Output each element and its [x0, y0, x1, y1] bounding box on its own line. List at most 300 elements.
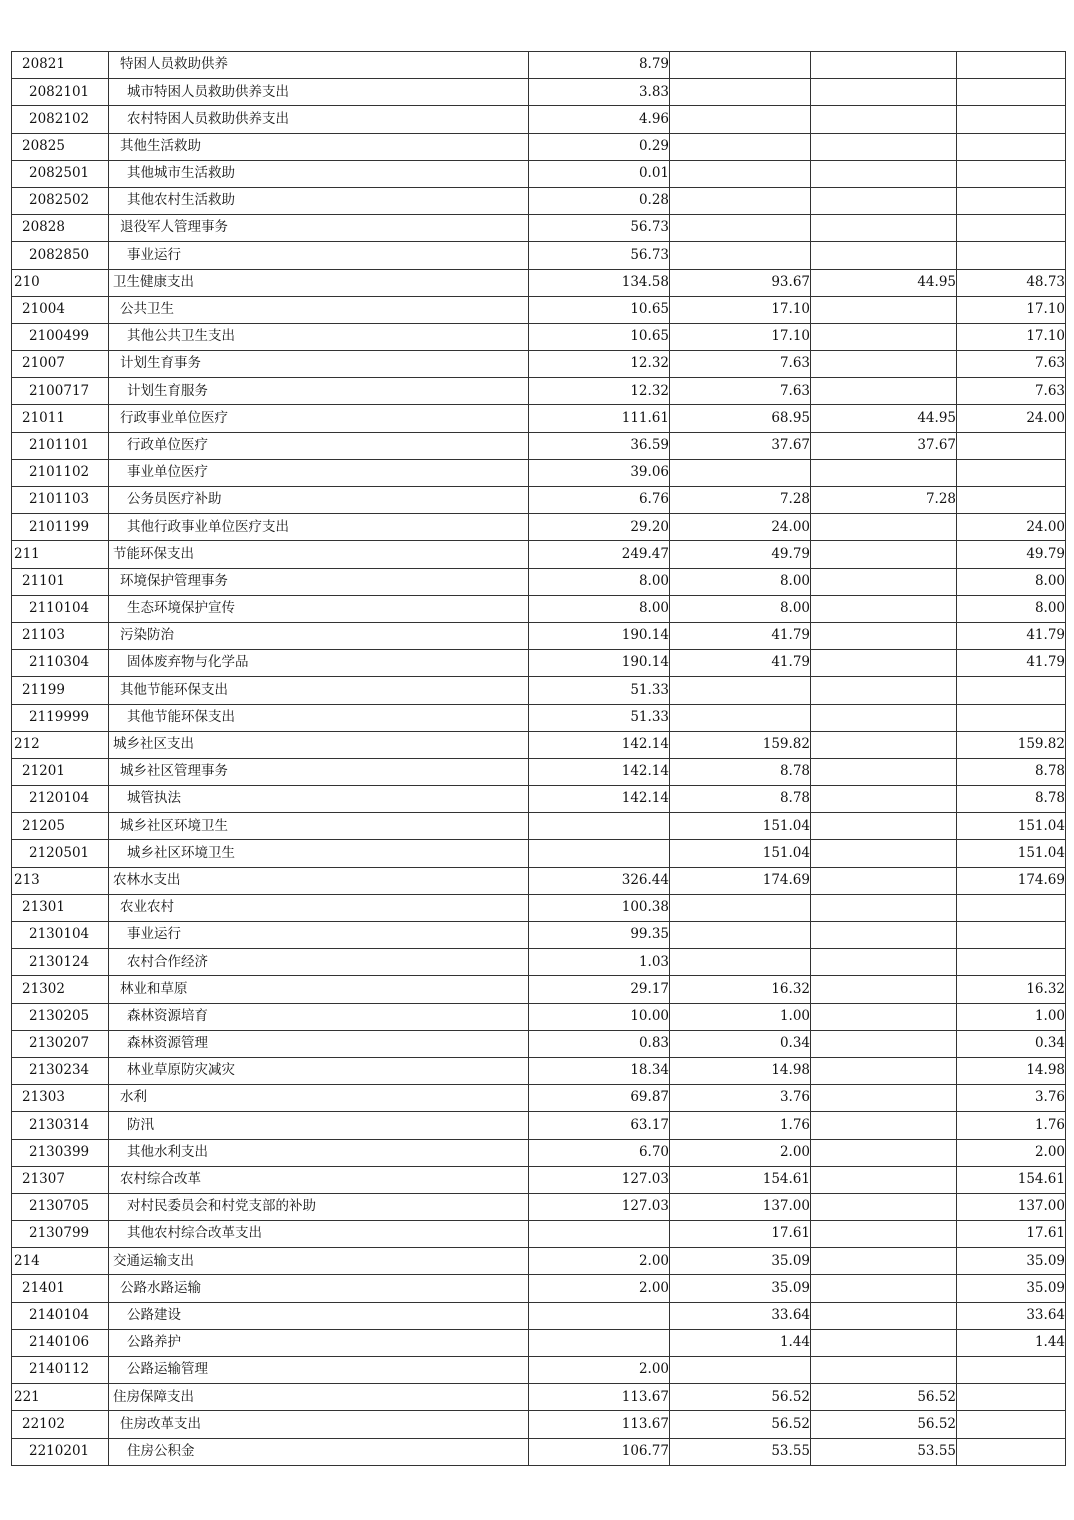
value-col-2: 41.79	[670, 650, 811, 677]
value-col-3	[811, 187, 957, 214]
item-code: 21401	[12, 1275, 109, 1302]
value-col-2: 16.32	[670, 976, 811, 1003]
value-col-1: 142.14	[529, 731, 670, 758]
value-col-1: 0.29	[529, 133, 670, 160]
item-name: 其他城市生活救助	[109, 160, 529, 187]
value-col-4	[957, 1357, 1066, 1384]
value-col-3: 44.95	[811, 269, 957, 296]
item-name: 城管执法	[109, 786, 529, 813]
item-code: 2130799	[12, 1221, 109, 1248]
value-col-2: 8.00	[670, 568, 811, 595]
value-col-4	[957, 187, 1066, 214]
table-row	[12, 351, 1066, 378]
value-col-2: 8.78	[670, 758, 811, 785]
value-col-2: 0.34	[670, 1030, 811, 1057]
item-name: 特困人员救助供养	[109, 52, 529, 79]
value-col-1: 51.33	[529, 677, 670, 704]
item-name: 行政事业单位医疗	[109, 405, 529, 432]
value-col-2	[670, 242, 811, 269]
item-code: 21004	[12, 296, 109, 323]
item-name: 住房保障支出	[109, 1384, 529, 1411]
table-row	[12, 949, 1066, 976]
value-col-3	[811, 1275, 957, 1302]
table-row	[12, 487, 1066, 514]
value-col-2	[670, 704, 811, 731]
value-col-2: 17.61	[670, 1221, 811, 1248]
item-code: 2082501	[12, 160, 109, 187]
table-row	[12, 568, 1066, 595]
item-code: 2130705	[12, 1193, 109, 1220]
value-col-3	[811, 622, 957, 649]
item-name: 公路运输管理	[109, 1357, 529, 1384]
table-row	[12, 514, 1066, 541]
value-col-4: 17.10	[957, 323, 1066, 350]
item-code: 21199	[12, 677, 109, 704]
value-col-1: 113.67	[529, 1384, 670, 1411]
item-code: 21302	[12, 976, 109, 1003]
item-name: 森林资源培育	[109, 1003, 529, 1030]
table-row	[12, 160, 1066, 187]
value-col-4: 174.69	[957, 867, 1066, 894]
value-col-1	[529, 1302, 670, 1329]
table-row	[12, 622, 1066, 649]
item-code: 21205	[12, 813, 109, 840]
value-col-2	[670, 160, 811, 187]
value-col-3: 44.95	[811, 405, 957, 432]
value-col-1: 134.58	[529, 269, 670, 296]
value-col-2: 37.67	[670, 432, 811, 459]
table-row	[12, 1329, 1066, 1356]
value-col-2	[670, 215, 811, 242]
value-col-4: 24.00	[957, 514, 1066, 541]
value-col-3: 7.28	[811, 487, 957, 514]
table-row	[12, 1003, 1066, 1030]
item-name: 其他生活救助	[109, 133, 529, 160]
item-code: 2110104	[12, 595, 109, 622]
item-code: 2130205	[12, 1003, 109, 1030]
table-row	[12, 187, 1066, 214]
value-col-2	[670, 894, 811, 921]
table-row	[12, 296, 1066, 323]
value-col-2	[670, 677, 811, 704]
item-code: 2082102	[12, 106, 109, 133]
item-code: 2101102	[12, 459, 109, 486]
value-col-4: 159.82	[957, 731, 1066, 758]
value-col-3	[811, 840, 957, 867]
value-col-2: 35.09	[670, 1248, 811, 1275]
item-name: 事业运行	[109, 242, 529, 269]
value-col-2: 53.55	[670, 1438, 811, 1465]
item-name: 防汛	[109, 1112, 529, 1139]
value-col-2	[670, 106, 811, 133]
item-name: 公务员医疗补助	[109, 487, 529, 514]
value-col-2: 56.52	[670, 1384, 811, 1411]
value-col-4	[957, 1384, 1066, 1411]
value-col-3	[811, 1357, 957, 1384]
table-row	[12, 1438, 1066, 1465]
value-col-3	[811, 1302, 957, 1329]
value-col-3	[811, 242, 957, 269]
value-col-3	[811, 1329, 957, 1356]
value-col-3: 56.52	[811, 1384, 957, 1411]
value-col-2: 7.28	[670, 487, 811, 514]
value-col-4: 8.00	[957, 568, 1066, 595]
value-col-2: 151.04	[670, 813, 811, 840]
value-col-4: 8.78	[957, 758, 1066, 785]
table-row	[12, 52, 1066, 79]
value-col-2: 7.63	[670, 351, 811, 378]
value-col-2: 93.67	[670, 269, 811, 296]
value-col-4	[957, 432, 1066, 459]
value-col-3	[811, 813, 957, 840]
table-row	[12, 1030, 1066, 1057]
item-name: 林业和草原	[109, 976, 529, 1003]
value-col-4: 24.00	[957, 405, 1066, 432]
value-col-1: 56.73	[529, 215, 670, 242]
item-name: 其他公共卫生支出	[109, 323, 529, 350]
table-row	[12, 1357, 1066, 1384]
table-row	[12, 378, 1066, 405]
item-code: 2120501	[12, 840, 109, 867]
value-col-1: 4.96	[529, 106, 670, 133]
item-code: 2101103	[12, 487, 109, 514]
value-col-1: 18.34	[529, 1057, 670, 1084]
value-col-1: 12.32	[529, 351, 670, 378]
value-col-4: 49.79	[957, 541, 1066, 568]
item-name: 住房公积金	[109, 1438, 529, 1465]
table-row	[12, 1302, 1066, 1329]
value-col-2: 1.76	[670, 1112, 811, 1139]
value-col-4	[957, 52, 1066, 79]
value-col-1: 106.77	[529, 1438, 670, 1465]
value-col-1	[529, 1221, 670, 1248]
item-name: 事业运行	[109, 922, 529, 949]
item-code: 21301	[12, 894, 109, 921]
item-code: 21303	[12, 1085, 109, 1112]
table-row	[12, 758, 1066, 785]
item-code: 2110304	[12, 650, 109, 677]
item-code: 210	[12, 269, 109, 296]
value-col-1: 63.17	[529, 1112, 670, 1139]
value-col-1: 51.33	[529, 704, 670, 731]
value-col-1: 39.06	[529, 459, 670, 486]
item-name: 农村合作经济	[109, 949, 529, 976]
table-row	[12, 1139, 1066, 1166]
value-col-4	[957, 79, 1066, 106]
value-col-1: 190.14	[529, 622, 670, 649]
item-code: 2130399	[12, 1139, 109, 1166]
table-row	[12, 1112, 1066, 1139]
value-col-3: 53.55	[811, 1438, 957, 1465]
item-name: 住房改革支出	[109, 1411, 529, 1438]
value-col-2: 49.79	[670, 541, 811, 568]
item-name: 生态环境保护宣传	[109, 595, 529, 622]
value-col-3	[811, 650, 957, 677]
item-code: 2140112	[12, 1357, 109, 1384]
table-row	[12, 1384, 1066, 1411]
value-col-4	[957, 106, 1066, 133]
table-row	[12, 650, 1066, 677]
item-name: 城乡社区环境卫生	[109, 840, 529, 867]
item-name: 城乡社区管理事务	[109, 758, 529, 785]
value-col-4	[957, 677, 1066, 704]
table-row	[12, 1275, 1066, 1302]
value-col-1: 8.00	[529, 568, 670, 595]
table-row	[12, 595, 1066, 622]
table-row	[12, 1085, 1066, 1112]
item-code: 20825	[12, 133, 109, 160]
table-row	[12, 786, 1066, 813]
value-col-1: 8.00	[529, 595, 670, 622]
value-col-1: 10.65	[529, 323, 670, 350]
table-row	[12, 1193, 1066, 1220]
table-row	[12, 840, 1066, 867]
value-col-4: 1.44	[957, 1329, 1066, 1356]
value-col-3	[811, 894, 957, 921]
value-col-1: 190.14	[529, 650, 670, 677]
value-col-2: 68.95	[670, 405, 811, 432]
value-col-2: 1.44	[670, 1329, 811, 1356]
value-col-3	[811, 541, 957, 568]
value-col-4: 48.73	[957, 269, 1066, 296]
item-name: 污染防治	[109, 622, 529, 649]
item-name: 其他节能环保支出	[109, 677, 529, 704]
value-col-4: 16.32	[957, 976, 1066, 1003]
value-col-4	[957, 704, 1066, 731]
value-col-2: 137.00	[670, 1193, 811, 1220]
value-col-4	[957, 459, 1066, 486]
item-name: 城乡社区环境卫生	[109, 813, 529, 840]
value-col-3	[811, 976, 957, 1003]
table-row	[12, 432, 1066, 459]
item-code: 2130104	[12, 922, 109, 949]
value-col-1: 10.00	[529, 1003, 670, 1030]
value-col-4	[957, 1411, 1066, 1438]
value-col-1: 36.59	[529, 432, 670, 459]
value-col-4: 137.00	[957, 1193, 1066, 1220]
item-name: 城乡社区支出	[109, 731, 529, 758]
item-code: 2119999	[12, 704, 109, 731]
value-col-4: 151.04	[957, 813, 1066, 840]
value-col-4: 17.61	[957, 1221, 1066, 1248]
item-code: 2210201	[12, 1438, 109, 1465]
value-col-3	[811, 1030, 957, 1057]
value-col-2: 8.00	[670, 595, 811, 622]
item-name: 其他农村综合改革支出	[109, 1221, 529, 1248]
value-col-1: 113.67	[529, 1411, 670, 1438]
item-code: 2130314	[12, 1112, 109, 1139]
value-col-1: 326.44	[529, 867, 670, 894]
value-col-1	[529, 840, 670, 867]
value-col-1: 29.17	[529, 976, 670, 1003]
item-name: 城市特困人员救助供养支出	[109, 79, 529, 106]
value-col-3: 56.52	[811, 1411, 957, 1438]
item-code: 2082502	[12, 187, 109, 214]
item-code: 2130207	[12, 1030, 109, 1057]
value-col-4: 41.79	[957, 622, 1066, 649]
item-name: 其他农村生活救助	[109, 187, 529, 214]
value-col-4	[957, 242, 1066, 269]
value-col-2	[670, 1357, 811, 1384]
value-col-3	[811, 731, 957, 758]
item-name: 退役军人管理事务	[109, 215, 529, 242]
value-col-4	[957, 949, 1066, 976]
table-row	[12, 1411, 1066, 1438]
item-name: 节能环保支出	[109, 541, 529, 568]
value-col-4: 151.04	[957, 840, 1066, 867]
table-row	[12, 976, 1066, 1003]
value-col-1: 0.01	[529, 160, 670, 187]
item-code: 212	[12, 731, 109, 758]
item-name: 农村特困人员救助供养支出	[109, 106, 529, 133]
value-col-3	[811, 786, 957, 813]
value-col-1: 56.73	[529, 242, 670, 269]
value-col-2: 7.63	[670, 378, 811, 405]
value-col-1: 100.38	[529, 894, 670, 921]
item-code: 2101101	[12, 432, 109, 459]
table-row	[12, 459, 1066, 486]
item-name: 事业单位医疗	[109, 459, 529, 486]
item-name: 固体废弃物与化学品	[109, 650, 529, 677]
item-code: 22102	[12, 1411, 109, 1438]
value-col-3	[811, 1003, 957, 1030]
item-name: 水利	[109, 1085, 529, 1112]
value-col-3	[811, 1248, 957, 1275]
item-code: 21307	[12, 1166, 109, 1193]
value-col-1: 2.00	[529, 1275, 670, 1302]
value-col-1: 127.03	[529, 1166, 670, 1193]
item-code: 20828	[12, 215, 109, 242]
value-col-3	[811, 949, 957, 976]
item-code: 214	[12, 1248, 109, 1275]
value-col-2	[670, 459, 811, 486]
table-row	[12, 133, 1066, 160]
value-col-2: 35.09	[670, 1275, 811, 1302]
table-row	[12, 813, 1066, 840]
value-col-4	[957, 922, 1066, 949]
value-col-1: 1.03	[529, 949, 670, 976]
value-col-2: 41.79	[670, 622, 811, 649]
value-col-3	[811, 514, 957, 541]
item-name: 公路养护	[109, 1329, 529, 1356]
item-code: 2100499	[12, 323, 109, 350]
item-name: 计划生育服务	[109, 378, 529, 405]
item-code: 21201	[12, 758, 109, 785]
value-col-3	[811, 378, 957, 405]
item-code: 2082850	[12, 242, 109, 269]
value-col-2	[670, 79, 811, 106]
table-row	[12, 704, 1066, 731]
item-name: 林业草原防灾减灾	[109, 1057, 529, 1084]
value-col-4	[957, 894, 1066, 921]
value-col-4: 7.63	[957, 378, 1066, 405]
value-col-1: 6.76	[529, 487, 670, 514]
item-code: 21103	[12, 622, 109, 649]
value-col-2	[670, 187, 811, 214]
value-col-2: 8.78	[670, 786, 811, 813]
item-code: 20821	[12, 52, 109, 79]
item-code: 2120104	[12, 786, 109, 813]
item-name: 农业农村	[109, 894, 529, 921]
value-col-4: 7.63	[957, 351, 1066, 378]
value-col-3	[811, 52, 957, 79]
value-col-4: 35.09	[957, 1248, 1066, 1275]
value-col-4	[957, 215, 1066, 242]
table-row	[12, 1057, 1066, 1084]
value-col-3	[811, 867, 957, 894]
value-col-2: 174.69	[670, 867, 811, 894]
item-code: 211	[12, 541, 109, 568]
value-col-3	[811, 1221, 957, 1248]
value-col-3	[811, 133, 957, 160]
table-row	[12, 541, 1066, 568]
value-col-2: 151.04	[670, 840, 811, 867]
value-col-2: 33.64	[670, 1302, 811, 1329]
value-col-4: 1.76	[957, 1112, 1066, 1139]
value-col-2: 2.00	[670, 1139, 811, 1166]
value-col-4: 41.79	[957, 650, 1066, 677]
value-col-1	[529, 1329, 670, 1356]
value-col-1	[529, 813, 670, 840]
item-name: 其他水利支出	[109, 1139, 529, 1166]
table-row	[12, 405, 1066, 432]
value-col-2: 3.76	[670, 1085, 811, 1112]
value-col-1: 142.14	[529, 758, 670, 785]
value-col-2: 56.52	[670, 1411, 811, 1438]
value-col-4	[957, 1438, 1066, 1465]
value-col-3	[811, 79, 957, 106]
value-col-3	[811, 160, 957, 187]
value-col-1: 6.70	[529, 1139, 670, 1166]
item-code: 213	[12, 867, 109, 894]
table-row	[12, 1221, 1066, 1248]
value-col-4: 0.34	[957, 1030, 1066, 1057]
value-col-3	[811, 323, 957, 350]
value-col-3	[811, 758, 957, 785]
value-col-3	[811, 1112, 957, 1139]
table-row	[12, 677, 1066, 704]
table-row	[12, 922, 1066, 949]
item-name: 对村民委员会和村党支部的补助	[109, 1193, 529, 1220]
item-name: 公共卫生	[109, 296, 529, 323]
item-name: 其他节能环保支出	[109, 704, 529, 731]
table-row	[12, 1248, 1066, 1275]
value-col-3	[811, 1166, 957, 1193]
value-col-3	[811, 459, 957, 486]
value-col-2: 154.61	[670, 1166, 811, 1193]
table-row	[12, 215, 1066, 242]
value-col-4: 2.00	[957, 1139, 1066, 1166]
item-name: 农村综合改革	[109, 1166, 529, 1193]
value-col-3	[811, 215, 957, 242]
value-col-4: 1.00	[957, 1003, 1066, 1030]
value-col-4: 8.78	[957, 786, 1066, 813]
value-col-1: 8.79	[529, 52, 670, 79]
value-col-3	[811, 106, 957, 133]
value-col-3	[811, 568, 957, 595]
value-col-1: 0.28	[529, 187, 670, 214]
value-col-1: 69.87	[529, 1085, 670, 1112]
value-col-3	[811, 922, 957, 949]
value-col-1: 29.20	[529, 514, 670, 541]
value-col-2: 17.10	[670, 323, 811, 350]
value-col-2: 14.98	[670, 1057, 811, 1084]
value-col-2	[670, 922, 811, 949]
value-col-4: 17.10	[957, 296, 1066, 323]
value-col-4	[957, 487, 1066, 514]
table-body	[12, 52, 1066, 1466]
value-col-3	[811, 595, 957, 622]
